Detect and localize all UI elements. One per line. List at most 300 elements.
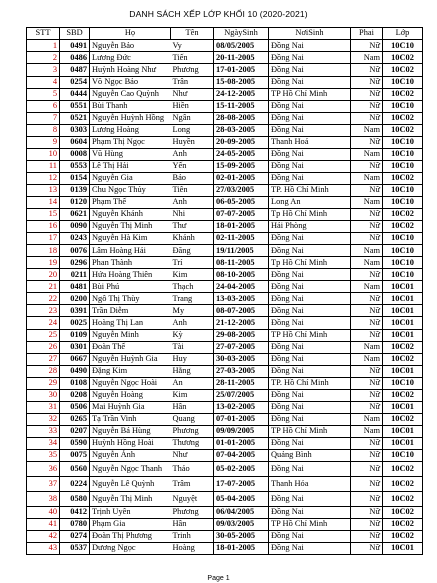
cell-sbd: 0120 [60, 197, 90, 209]
cell-ngaysinh: 08-07-2005 [214, 305, 269, 317]
cell-ngaysinh: 18-01-2005 [214, 543, 269, 555]
cell-lop: 10C10 [383, 136, 423, 148]
cell-ten: Anh [171, 197, 214, 209]
cell-ten: Tiên [171, 184, 214, 196]
cell-ngaysinh: 06/04/2005 [214, 507, 269, 519]
cell-noisinh: Đồng Nai [269, 413, 351, 425]
cell-lop: 10C10 [383, 257, 423, 269]
table-row [27, 124, 423, 136]
cell-ngaysinh: 08/05/2005 [214, 40, 269, 52]
cell-lop: 10C02 [383, 492, 423, 507]
cell-ten: Thạch [171, 281, 214, 293]
cell-lop: 10C02 [383, 124, 423, 136]
cell-lop: 10C10 [383, 197, 423, 209]
cell-ngaysinh: 15-09-2005 [214, 160, 269, 172]
cell-ho: Nguyễn Cao Quỳnh [90, 88, 171, 100]
cell-ngaysinh: 25/07/2005 [214, 389, 269, 401]
cell-sbd: 0412 [60, 507, 90, 519]
cell-ho: Nguyễn Hoàng [90, 389, 171, 401]
table-body [27, 40, 423, 555]
cell-noisinh: Tp Hồ Chí Minh [269, 209, 351, 221]
cell-noisinh: Đồng Nai [269, 317, 351, 329]
cell-ngaysinh: 07-01-2005 [214, 413, 269, 425]
cell-noisinh: Đồng Nai [269, 305, 351, 317]
cell-ten: An [171, 377, 214, 389]
table-row [27, 425, 423, 437]
cell-ho: Lương Hoàng [90, 124, 171, 136]
cell-ngaysinh: 24-12-2005 [214, 88, 269, 100]
table-row [27, 365, 423, 377]
cell-stt: 18 [27, 245, 60, 257]
cell-ngaysinh: 05-04-2005 [214, 492, 269, 507]
cell-noisinh: Đồng Nai [269, 353, 351, 365]
cell-ten: Kỳ [171, 329, 214, 341]
cell-lop: 10C10 [383, 76, 423, 88]
cell-lop: 10C02 [383, 531, 423, 543]
cell-ngaysinh: 08-10-2005 [214, 269, 269, 281]
cell-ho: Hứa Hoàng Thiên [90, 269, 171, 281]
cell-stt: 35 [27, 449, 60, 461]
cell-ho: Nguyễn Thị Minh [90, 492, 171, 507]
cell-lop: 10C10 [383, 100, 423, 112]
cell-noisinh: Đồng Nai [269, 462, 351, 477]
cell-noisinh: Đồng Nai [269, 492, 351, 507]
cell-sbd: 0301 [60, 341, 90, 353]
cell-ten: Hân [171, 401, 214, 413]
cell-noisinh: Đồng Nai [269, 543, 351, 555]
cell-ngaysinh: 29-08-2005 [214, 329, 269, 341]
table-row [27, 437, 423, 449]
cell-ho: Phan Thành [90, 257, 171, 269]
cell-sbd: 0224 [60, 477, 90, 492]
cell-lop: 10C10 [383, 160, 423, 172]
cell-ho: Nguyễn Ngọc Hoài [90, 377, 171, 389]
cell-ngaysinh: 24-04-2005 [214, 281, 269, 293]
cell-noisinh: Long An [269, 197, 351, 209]
cell-ten: Ngân [171, 112, 214, 124]
cell-ngaysinh: 28-11-2005 [214, 377, 269, 389]
cell-stt: 5 [27, 88, 60, 100]
cell-ho: Nguyễn Ngọc Thanh [90, 462, 171, 477]
cell-lop: 10C01 [383, 401, 423, 413]
table-row [27, 281, 423, 293]
cell-stt: 37 [27, 477, 60, 492]
table-row [27, 88, 423, 100]
cell-phai: Nữ [351, 269, 383, 281]
cell-phai: Nam [351, 281, 383, 293]
cell-sbd: 0560 [60, 462, 90, 477]
cell-sbd: 0208 [60, 389, 90, 401]
cell-stt: 11 [27, 160, 60, 172]
cell-noisinh: Đồng Nai [269, 233, 351, 245]
table-row [27, 221, 423, 233]
cell-ten: Khánh [171, 233, 214, 245]
cell-ngaysinh: 13-03-2005 [214, 293, 269, 305]
cell-phai: Nam [351, 425, 383, 437]
table-row [27, 377, 423, 389]
header-phai: Phai [351, 28, 383, 40]
cell-phai: Nam [351, 172, 383, 184]
cell-noisinh: Thanh Hóa [269, 477, 351, 492]
cell-ten: Anh [171, 148, 214, 160]
cell-sbd: 0391 [60, 305, 90, 317]
cell-sbd: 0444 [60, 88, 90, 100]
cell-phai: Nữ [351, 293, 383, 305]
header-noisinh: NơiSinh [269, 28, 351, 40]
cell-ho: Mai Huỳnh Gia [90, 401, 171, 413]
cell-sbd: 0296 [60, 257, 90, 269]
cell-noisinh: Đồng Nai [269, 341, 351, 353]
cell-noisinh: TP. Hồ Chí Minh [269, 377, 351, 389]
cell-sbd: 0139 [60, 184, 90, 196]
cell-phai: Nữ [351, 76, 383, 88]
cell-noisinh: Đồng Nai [269, 148, 351, 160]
table-row [27, 449, 423, 461]
cell-ten: Trân [171, 76, 214, 88]
cell-stt: 21 [27, 281, 60, 293]
table-row [27, 543, 423, 555]
table-row [27, 353, 423, 365]
cell-lop: 10C01 [383, 317, 423, 329]
cell-phai: Nữ [351, 377, 383, 389]
header-lop: Lớp [383, 28, 423, 40]
cell-lop: 10C02 [383, 52, 423, 64]
cell-phai: Nữ [351, 329, 383, 341]
table-row [27, 184, 423, 196]
cell-noisinh: Đồng Nai [269, 172, 351, 184]
cell-sbd: 0580 [60, 492, 90, 507]
cell-ho: Nguyễn Gia [90, 172, 171, 184]
cell-ngaysinh: 01-01-2005 [214, 437, 269, 449]
cell-lop: 10C01 [383, 425, 423, 437]
cell-sbd: 0487 [60, 64, 90, 76]
cell-ho: Lương Đức [90, 52, 171, 64]
cell-ten: Long [171, 124, 214, 136]
cell-ho: Bùi Thanh [90, 100, 171, 112]
cell-phai: Nam [351, 124, 383, 136]
cell-ho: Phạm Thế [90, 197, 171, 209]
cell-phai: Nữ [351, 112, 383, 124]
header-ho: Họ [90, 28, 171, 40]
cell-stt: 6 [27, 100, 60, 112]
cell-ten: Tiến [171, 52, 214, 64]
cell-noisinh: TP Hồ Chí Minh [269, 329, 351, 341]
cell-stt: 13 [27, 184, 60, 196]
cell-ngaysinh: 17-01-2005 [214, 64, 269, 76]
table-row [27, 136, 423, 148]
cell-ho: Huỳnh Hồng Hoài [90, 437, 171, 449]
header-sbd: SBD [60, 28, 90, 40]
cell-ngaysinh: 09/09/2005 [214, 425, 269, 437]
table-row [27, 413, 423, 425]
cell-noisinh: Đồng Nai [269, 40, 351, 52]
cell-stt: 29 [27, 377, 60, 389]
cell-ten: Thương [171, 437, 214, 449]
cell-lop: 10C01 [383, 365, 423, 377]
header-stt: STT [27, 28, 60, 40]
table-row [27, 317, 423, 329]
cell-lop: 10C02 [383, 413, 423, 425]
table-row [27, 293, 423, 305]
cell-noisinh: Đồng Nai [269, 281, 351, 293]
cell-ho: Nguyễn Thị Minh [90, 221, 171, 233]
cell-sbd: 0211 [60, 269, 90, 281]
cell-phai: Nữ [351, 531, 383, 543]
cell-lop: 10C01 [383, 329, 423, 341]
cell-noisinh: TP Hồ Chí Minh [269, 425, 351, 437]
cell-sbd: 0553 [60, 160, 90, 172]
class-list-table [26, 27, 423, 555]
cell-phai: Nữ [351, 519, 383, 531]
cell-sbd: 0303 [60, 124, 90, 136]
cell-noisinh: Thanh Hoá [269, 136, 351, 148]
cell-ho: Đoàn Thế [90, 341, 171, 353]
cell-ho: Nguyễn Huỳnh Gia [90, 353, 171, 365]
cell-sbd: 0108 [60, 377, 90, 389]
cell-sbd: 0243 [60, 233, 90, 245]
table-row [27, 492, 423, 507]
header-ten: Tên [171, 28, 214, 40]
cell-ngaysinh: 05-02-2005 [214, 462, 269, 477]
cell-noisinh: Đồng Nai [269, 401, 351, 413]
cell-ngaysinh: 28-08-2005 [214, 112, 269, 124]
cell-ngaysinh: 15-08-2005 [214, 76, 269, 88]
cell-sbd: 0025 [60, 317, 90, 329]
cell-sbd: 0486 [60, 52, 90, 64]
cell-ngaysinh: 02-01-2005 [214, 172, 269, 184]
cell-phai: Nữ [351, 64, 383, 76]
cell-lop: 10C02 [383, 88, 423, 100]
cell-lop: 10C02 [383, 477, 423, 492]
cell-phai: Nữ [351, 449, 383, 461]
cell-ngaysinh: 02-11-2005 [214, 233, 269, 245]
cell-ho: Nguyễn Lê Quỳnh [90, 477, 171, 492]
cell-lop: 10C02 [383, 462, 423, 477]
cell-lop: 10C02 [383, 341, 423, 353]
cell-sbd: 0521 [60, 112, 90, 124]
cell-ngaysinh: 24-05-2005 [214, 148, 269, 160]
cell-ten: Như [171, 88, 214, 100]
cell-noisinh: Đồng Nai [269, 293, 351, 305]
cell-ngaysinh: 19/11/2005 [214, 245, 269, 257]
cell-ngaysinh: 18-01-2005 [214, 221, 269, 233]
cell-stt: 1 [27, 40, 60, 52]
cell-ho: Trần Diễm [90, 305, 171, 317]
cell-noisinh: Đồng Nai [269, 389, 351, 401]
table-row [27, 52, 423, 64]
cell-ten: Đăng [171, 245, 214, 257]
cell-noisinh: Tp Hồ Chí Minh [269, 257, 351, 269]
cell-noisinh: Đồng Nai [269, 437, 351, 449]
cell-stt: 38 [27, 492, 60, 507]
cell-phai: Nữ [351, 477, 383, 492]
cell-phai: Nữ [351, 507, 383, 519]
cell-ho: Phạm Thị Ngọc [90, 136, 171, 148]
cell-stt: 3 [27, 64, 60, 76]
cell-ngaysinh: 08-11-2005 [214, 257, 269, 269]
cell-stt: 30 [27, 389, 60, 401]
cell-ten: Như [171, 449, 214, 461]
cell-ho: Nguyễn Hà Kim [90, 233, 171, 245]
cell-phai: Nữ [351, 437, 383, 449]
cell-lop: 10C01 [383, 293, 423, 305]
cell-ngaysinh: 07-04-2005 [214, 449, 269, 461]
cell-ho: Bùi Phú [90, 281, 171, 293]
cell-stt: 23 [27, 305, 60, 317]
cell-stt: 15 [27, 209, 60, 221]
cell-ngaysinh: 06-05-2005 [214, 197, 269, 209]
cell-sbd: 0481 [60, 281, 90, 293]
page-number: Page 1 [207, 575, 230, 582]
table-row [27, 209, 423, 221]
cell-ngaysinh: 17-07-2005 [214, 477, 269, 492]
cell-phai: Nữ [351, 543, 383, 555]
cell-ho: Đoàn Thị Phương [90, 531, 171, 543]
cell-ho: Lê Thị Hải [90, 160, 171, 172]
cell-ho: Nguyễn Bá Hùng [90, 425, 171, 437]
cell-ho: Trịnh Uyên [90, 507, 171, 519]
cell-phai: Nam [351, 52, 383, 64]
cell-ngaysinh: 30-05-2005 [214, 531, 269, 543]
cell-stt: 16 [27, 221, 60, 233]
cell-noisinh: TP Hồ Chí Minh [269, 519, 351, 531]
cell-ten: Trí [171, 257, 214, 269]
cell-stt: 19 [27, 257, 60, 269]
cell-phai: Nam [351, 257, 383, 269]
cell-noisinh: Hải Phòng [269, 221, 351, 233]
cell-stt: 7 [27, 112, 60, 124]
cell-stt: 43 [27, 543, 60, 555]
cell-noisinh: Đồng Nai [269, 100, 351, 112]
cell-phai: Nữ [351, 401, 383, 413]
cell-ten: Phương [171, 425, 214, 437]
cell-stt: 9 [27, 136, 60, 148]
cell-phai: Nam [351, 353, 383, 365]
cell-stt: 2 [27, 52, 60, 64]
cell-noisinh: Đồng Nai [269, 245, 351, 257]
cell-sbd: 0780 [60, 519, 90, 531]
cell-ten: Huyền [171, 136, 214, 148]
cell-ten: Huy [171, 353, 214, 365]
cell-lop: 10C10 [383, 184, 423, 196]
cell-phai: Nữ [351, 305, 383, 317]
table-row [27, 172, 423, 184]
cell-ten: Trâm [171, 477, 214, 492]
cell-sbd: 0109 [60, 329, 90, 341]
cell-noisinh: Đồng Nai [269, 76, 351, 88]
cell-ho: Lâm Hoàng Hải [90, 245, 171, 257]
cell-phai: Nữ [351, 184, 383, 196]
cell-ten: Yến [171, 160, 214, 172]
cell-phai: Nam [351, 197, 383, 209]
cell-stt: 10 [27, 148, 60, 160]
cell-ho: Chu Ngọc Thủy [90, 184, 171, 196]
cell-ten: Phương [171, 64, 214, 76]
cell-lop: 10C02 [383, 389, 423, 401]
cell-ngaysinh: 30-03-2005 [214, 353, 269, 365]
cell-noisinh: Đồng Nai [269, 112, 351, 124]
cell-ten: Kim [171, 389, 214, 401]
cell-ngaysinh: 28-03-2005 [214, 124, 269, 136]
cell-ten: Bảo [171, 172, 214, 184]
cell-ho: Nguyễn Minh [90, 329, 171, 341]
cell-stt: 20 [27, 269, 60, 281]
table-row [27, 233, 423, 245]
cell-stt: 12 [27, 172, 60, 184]
cell-ngaysinh: 21-12-2005 [214, 317, 269, 329]
cell-sbd: 0537 [60, 543, 90, 555]
cell-ten: Hoàng [171, 543, 214, 555]
cell-stt: 25 [27, 329, 60, 341]
cell-lop: 10C02 [383, 221, 423, 233]
cell-ten: Kim [171, 269, 214, 281]
cell-phai: Nữ [351, 389, 383, 401]
cell-phai: Nữ [351, 365, 383, 377]
cell-stt: 40 [27, 507, 60, 519]
cell-noisinh: Đồng Nai [269, 160, 351, 172]
table-row [27, 519, 423, 531]
table-row [27, 245, 423, 257]
cell-lop: 10C02 [383, 209, 423, 221]
cell-ngaysinh: 07-07-2005 [214, 209, 269, 221]
table-row [27, 507, 423, 519]
cell-ten: Trinh [171, 531, 214, 543]
cell-ten: Phương [171, 507, 214, 519]
document-title: DANH SÁCH XẾP LỚP KHỐI 10 (2020-2021) [129, 9, 308, 19]
cell-ten: Nguyệt [171, 492, 214, 507]
cell-sbd: 0207 [60, 425, 90, 437]
cell-stt: 27 [27, 353, 60, 365]
header-ngaysinh: NgàySinh [214, 28, 269, 40]
cell-sbd: 0506 [60, 401, 90, 413]
cell-ho: Vũ Hùng [90, 148, 171, 160]
cell-stt: 28 [27, 365, 60, 377]
cell-phai: Nữ [351, 40, 383, 52]
cell-ngaysinh: 27-07-2005 [214, 341, 269, 353]
cell-stt: 17 [27, 233, 60, 245]
cell-stt: 22 [27, 293, 60, 305]
cell-sbd: 0154 [60, 172, 90, 184]
table-row [27, 531, 423, 543]
cell-noisinh: Đồng Nai [269, 531, 351, 543]
cell-ho: Huỳnh Hoàng Như [90, 64, 171, 76]
cell-sbd: 0667 [60, 353, 90, 365]
cell-lop: 10C01 [383, 305, 423, 317]
table-row [27, 329, 423, 341]
cell-ten: Vy [171, 40, 214, 52]
cell-ho: Nguyễn Ánh [90, 449, 171, 461]
cell-lop: 10C10 [383, 269, 423, 281]
cell-lop: 10C02 [383, 507, 423, 519]
cell-sbd: 0200 [60, 293, 90, 305]
cell-lop: 10C01 [383, 281, 423, 293]
cell-ngaysinh: 27-03-2005 [214, 365, 269, 377]
cell-sbd: 0590 [60, 437, 90, 449]
cell-sbd: 0076 [60, 245, 90, 257]
cell-ho: Võ Ngọc Bảo [90, 76, 171, 88]
cell-stt: 33 [27, 425, 60, 437]
cell-stt: 4 [27, 76, 60, 88]
cell-noisinh: Đồng Nai [269, 64, 351, 76]
cell-lop: 10C02 [383, 64, 423, 76]
cell-ten: Hằng [171, 365, 214, 377]
table-row [27, 197, 423, 209]
cell-ho: Tạ Trần Vinh [90, 413, 171, 425]
cell-ngaysinh: 27/03/2005 [214, 184, 269, 196]
table-row [27, 389, 423, 401]
cell-stt: 26 [27, 341, 60, 353]
table-row [27, 100, 423, 112]
